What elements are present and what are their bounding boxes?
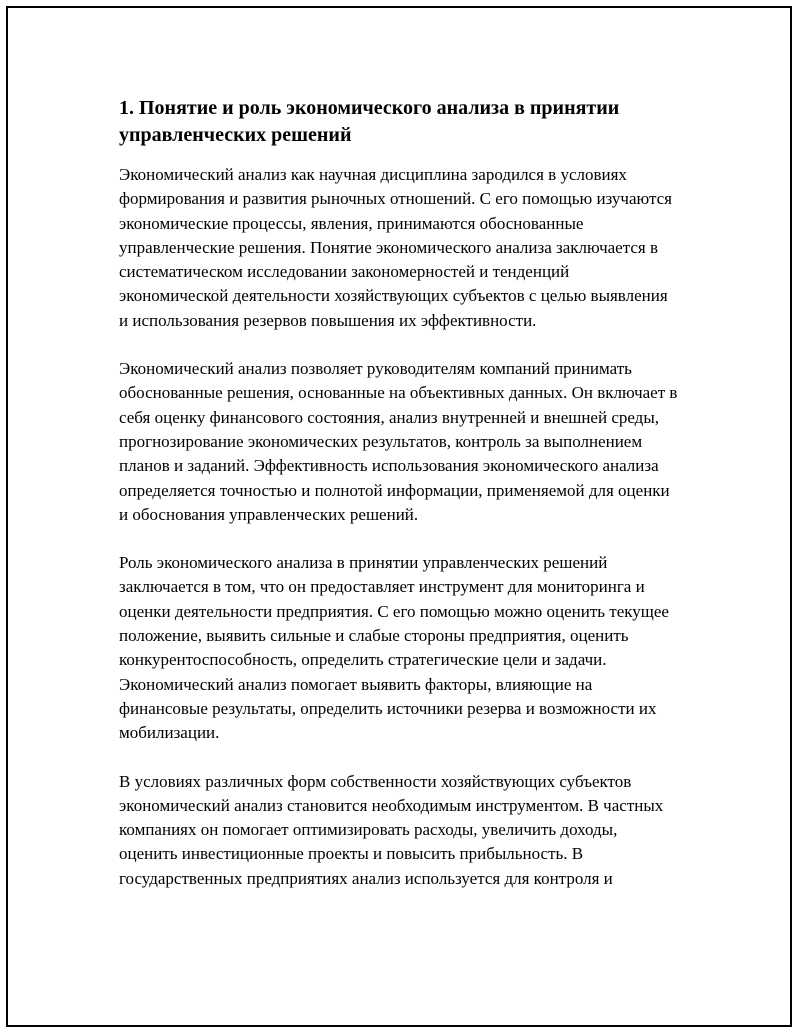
- paragraph-1: Экономический анализ как научная дисциплина зародился в условиях формирования и развития рыночных отношений. С его помощью изучаются экономические процессы, явления, принимаются обоснованные управленческие решения. Понятие экономического анализа заключается в систематическом исследовании закономерностей и тенденций экономической деятельности хозяйствующих субъектов с целью выявления и использования резервов повышения их эффективности.: [119, 165, 672, 330]
- paragraph-2: Экономический анализ позволяет руководителям компаний принимать обоснованные решения, основанные на объективных данных. Он включает в себя оценку финансового состояния, анализ внутренней и внешней среды, прогнозирование экономических результатов, контроль за выполнением планов и заданий. Эффективность использования экономического анализа определяется точностью и полнотой информации, применяемой для оценки и обоснования управленческих решений.: [119, 359, 678, 524]
- paragraph-4: В условиях различных форм собственности хозяйствующих субъектов экономический анализ становится необходимым инструментом. В частных компаниях он помогает оптимизировать расходы, увеличить доходы, оценить инвестиционные проекты и повысить прибыльность. В государственных предприятиях анализ используется для контроля и: [119, 771, 664, 888]
- document-body: [119, 95, 679, 915]
- section-heading: 1. Понятие и роль экономического анализа в принятии управленческих решений: [119, 97, 620, 146]
- paragraph-3: Роль экономического анализа в принятии управленческих решений заключается в том, что он предоставляет инструмент для мониторинга и оценки деятельности предприятия. С его помощью можно оценить текущее положение, выявить сильные и слабые стороны предприятия, оценить конкурентоспособность, определить стратегические цели и задачи. Экономический анализ помогает выявить факторы, влияющие на финансовые результаты, определить источники резерва и возможности их мобилизации.: [119, 553, 669, 743]
